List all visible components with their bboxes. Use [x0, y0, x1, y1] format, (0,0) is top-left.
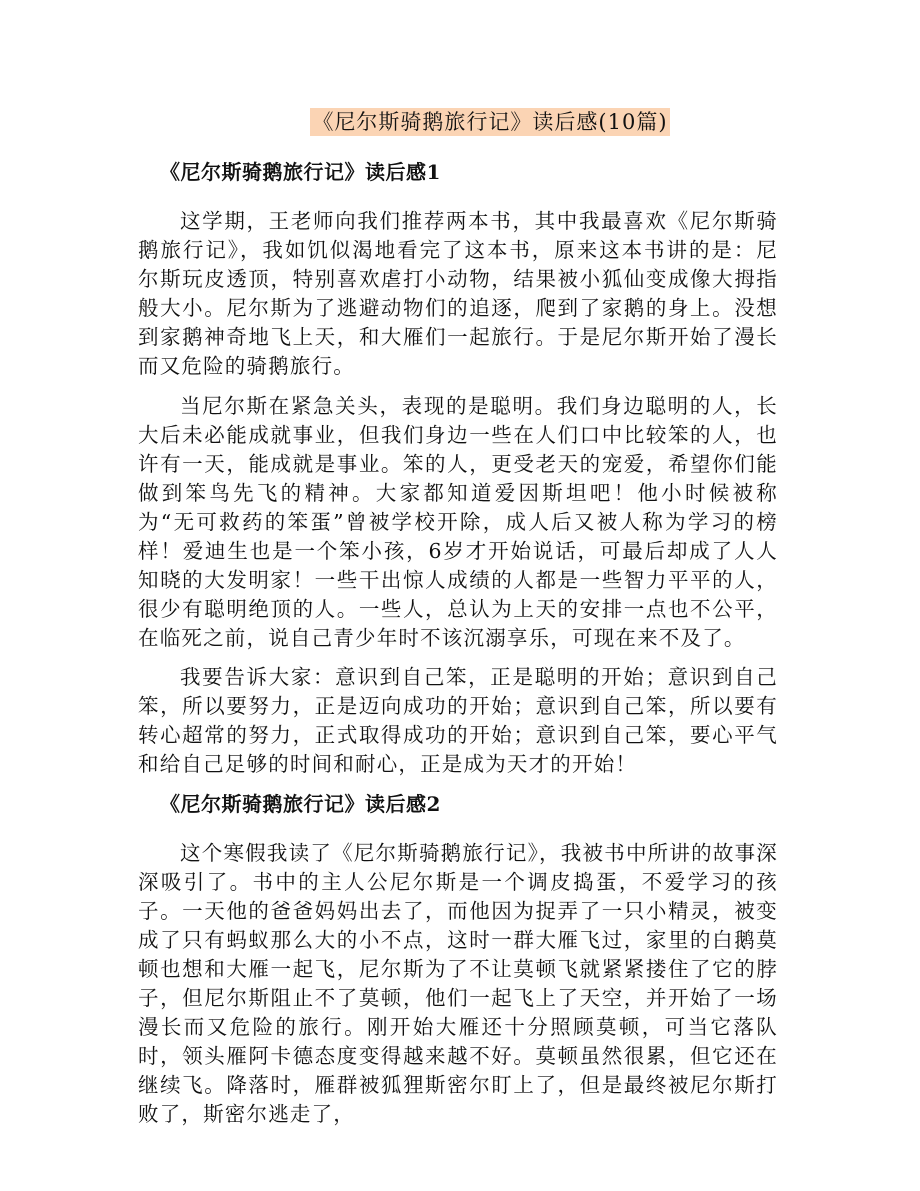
section-2-paragraph-1: 这个寒假我读了《尼尔斯骑鹅旅行记》，我被书中所讲的故事深深吸引了。书中的主人公尼尔斯是一个调皮捣蛋，不爱学习的孩子。一天他的爸爸妈妈出去了，而他因为捉弄了一只小精灵，被变成了只有蚂蚁那么大的小不点，这时一群大雁飞过，家里的白鹅莫顿也想和大雁一起飞，尼尔斯为了不让莫顿飞就紧紧搂住了它的脖子，但尼尔斯阻止不了莫顿，他们一起飞上了天空，并开始了一场漫长而又危险的旅行。刚开始大雁还十分照顾莫顿，可当它落队时，领头雁阿卡德态度变得越来越不好。莫顿虽然很累，但它还在继续飞。降落时，雁群被狐狸斯密尔盯上了，但是最终被尼尔斯打败了，斯密尔逃走了， [138, 841, 778, 1126]
document-title-container [0, 108, 920, 136]
section-1-paragraph-3: 我要告诉大家：意识到自己笨，正是聪明的开始；意识到自己笨，所以要努力，正是迈向成功的开始；意识到自己笨，所以要有转心超常的努力，正式取得成功的开始；意识到自己笨，要心平气和给自己足够的时间和耐心，正是成为天才的开始！ [138, 665, 778, 776]
section-1-paragraph-1: 这学期，王老师向我们推荐两本书，其中我最喜欢《尼尔斯骑鹅旅行记》，我如饥似渴地看完了这本书，原来这本书讲的是：尼尔斯玩皮透顶，特别喜欢虐打小动物，结果被小狐仙变成像大拇指般大小。尼尔斯为了逃避动物们的追逐，爬到了家鹅的身上。没想到家鹅神奇地飞上天，和大雁们一起旅行。于是尼尔斯开始了漫长而又危险的骑鹅旅行。 [138, 209, 778, 378]
section-1-paragraph-2: 当尼尔斯在紧急关头，表现的是聪明。我们身边聪明的人，长大后未必能成就事业，但我们身边一些在人们口中比较笨的人，也许有一天，能成就是事业。笨的人，更受老天的宠爱，希望你们能做到笨鸟先飞的精神。大家都知道爱因斯坦吧！他小时候被称为“无可救药的笨蛋”曾被学校开除，成人后又被人称为学习的榜样！爱迪生也是一个笨小孩，6岁才开始说话，可最后却成了人人知晓的大发明家！一些干出惊人成绩的人都是一些智力平平的人，很少有聪明绝顶的人。一些人，总认为上天的安排一点也不公平，在临死之前，说自己青少年时不该沉溺享乐，可现在来不及了。 [138, 394, 778, 650]
section-heading-1: 《尼尔斯骑鹅旅行记》读后感1 [160, 160, 441, 184]
document-title: 《尼尔斯骑鹅旅行记》读后感(10篇) [312, 110, 668, 134]
section-heading-2: 《尼尔斯骑鹅旅行记》读后感2 [160, 792, 441, 816]
